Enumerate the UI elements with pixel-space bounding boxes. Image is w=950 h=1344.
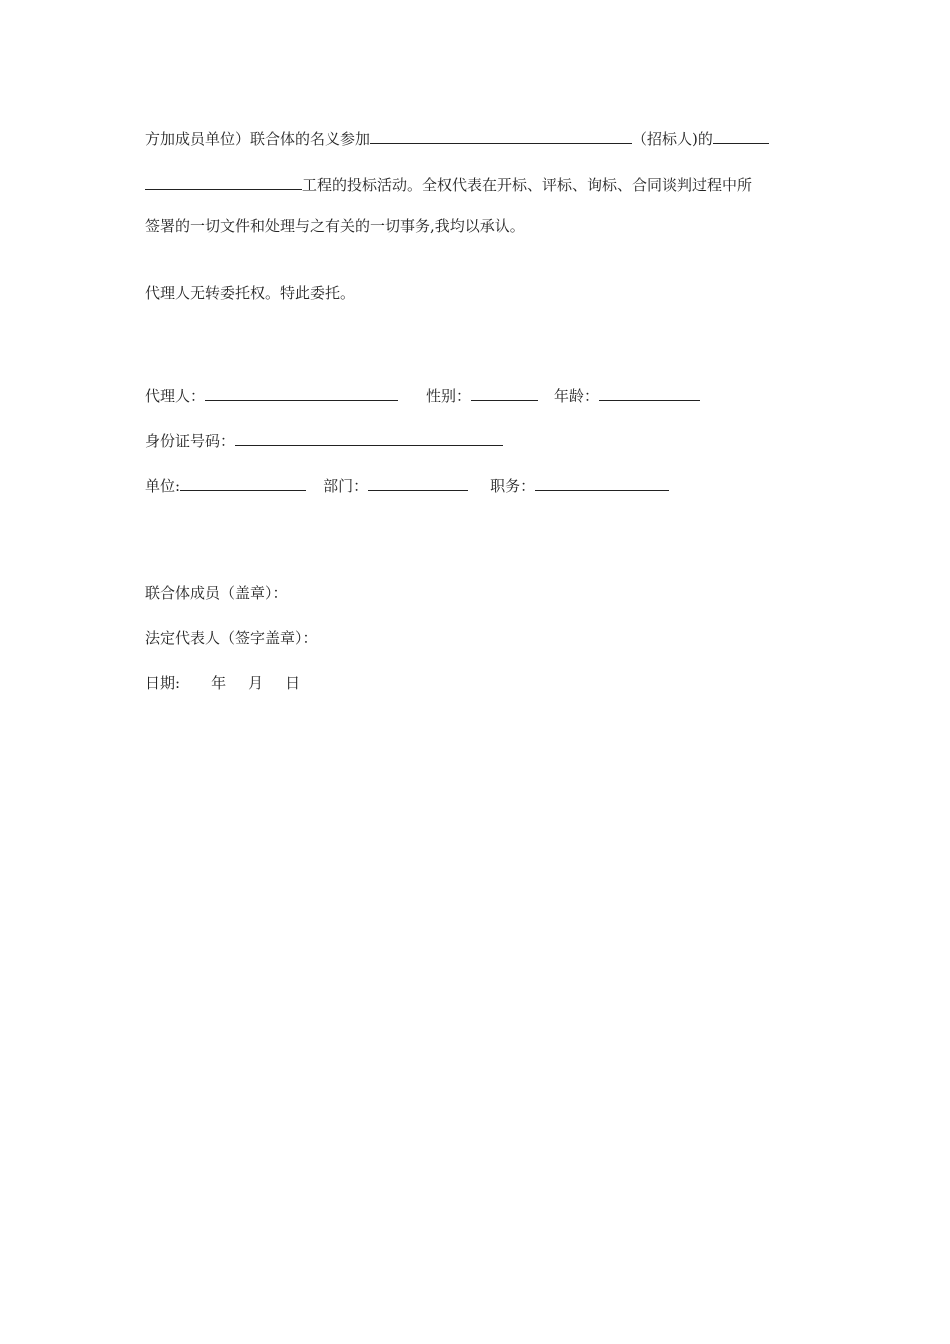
tender-item-blank: [713, 128, 769, 144]
id-row: [145, 430, 503, 451]
tender-item-blank-continued: [145, 174, 302, 190]
age-label: 年龄：: [554, 387, 600, 405]
position-blank: [535, 475, 669, 491]
gender-blank: [471, 385, 538, 401]
position-label: 职务：: [490, 477, 536, 495]
legal-rep-row: [145, 628, 318, 648]
project-name-blank: [370, 128, 632, 144]
line3-text: 签署的一切文件和处理与之有关的一切事务,我均以承认。: [145, 217, 525, 235]
line2-text: 工程的投标活动。全权代表在开标、评标、询标、合同谈判过程中所: [302, 176, 753, 194]
legal-rep-label: 法定代表人（签字盖章）：: [145, 629, 318, 647]
age-blank: [599, 385, 700, 401]
paragraph-line-2: [145, 174, 752, 195]
paragraph-line-4: [145, 283, 355, 303]
member-seal-row: [145, 583, 288, 603]
dept-label: 部门：: [323, 477, 369, 495]
line1-prefix-text: 方加成员单位）联合体的名义参加: [145, 130, 371, 148]
member-seal-label: 联合体成员（盖章）：: [145, 584, 288, 602]
unit-row: [145, 475, 669, 496]
agent-name-blank: [205, 385, 398, 401]
date-day: 日: [285, 674, 301, 692]
id-number-blank: [235, 430, 503, 446]
agent-label: 代理人：: [145, 387, 206, 405]
id-label: 身份证号码：: [145, 432, 236, 450]
date-row: [145, 673, 300, 693]
date-label: 日期:: [145, 674, 181, 692]
date-year: 年: [211, 674, 227, 692]
unit-label: 单位:: [145, 477, 181, 495]
dept-blank: [368, 475, 468, 491]
paragraph-line-3: [145, 216, 525, 236]
line4-text: 代理人无转委托权。特此委托。: [145, 284, 356, 302]
agent-row: [145, 385, 700, 406]
unit-blank: [180, 475, 306, 491]
gender-label: 性别：: [426, 387, 472, 405]
date-month: 月: [248, 674, 264, 692]
line1-mid-text: （招标人)的: [632, 130, 713, 148]
paragraph-line-1: [145, 128, 769, 149]
